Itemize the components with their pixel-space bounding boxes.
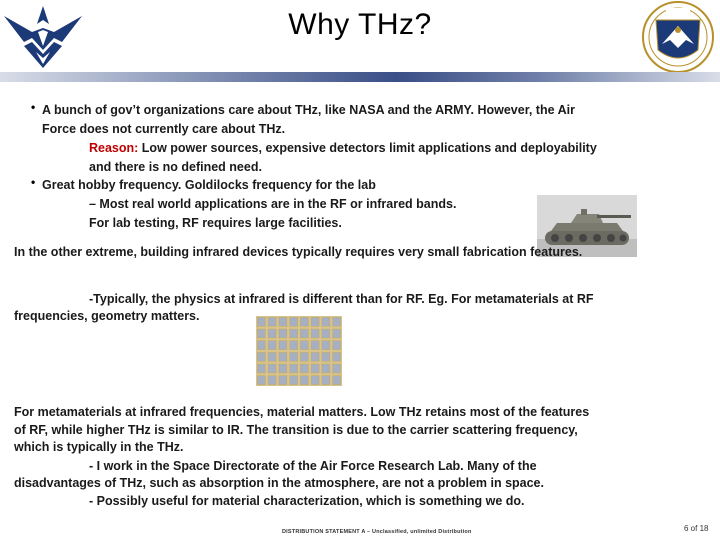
bullet-2-line-1: Great hobby frequency. Goldilocks frequency for the lab [42,178,376,192]
metamaterial-cell [300,352,308,361]
bullet-1-reason-line-2: and there is no defined need. [89,160,262,174]
metamaterial-cell [333,317,341,326]
metamaterial-cell [290,329,298,338]
metamaterial-cell [333,376,341,385]
bullet-dot: • [31,100,36,114]
metamaterial-cell [322,341,330,350]
metamaterial-cell [290,352,298,361]
metamaterial-cell [257,352,265,361]
metamaterial-cell [311,364,319,373]
slide-title: Why THz? [288,8,432,41]
bullet-1-line-1: A bunch of gov’t organizations care about THz, like NASA and the ARMY. However, the Air [42,103,575,117]
para-1-line-1: In the other extreme, building infrared devices typically requires very small fabrication features. [14,245,583,259]
afrl-seal-icon [640,0,716,74]
header-divider [0,72,720,82]
metamaterial-cell [311,341,319,350]
metamaterial-cell [333,364,341,373]
metamaterial-cell [322,329,330,338]
metamaterial-cell [322,352,330,361]
para-1-line-3: frequencies, geometry matters. [14,309,200,323]
metamaterial-cell [257,341,265,350]
metamaterial-cell [268,341,276,350]
metamaterial-cell [268,364,276,373]
metamaterial-cell [311,329,319,338]
para-2-line-1: For metamaterials at infrared frequencies, material matters. Low THz retains most of the features [14,405,590,419]
metamaterial-cell [268,352,276,361]
metamaterial-cell [279,341,287,350]
para-2-line-2: of RF, while higher THz is similar to IR. The transition is due to the carrier scattering frequency, [14,423,578,437]
bullet-dot: • [31,175,36,189]
metamaterial-cell [290,376,298,385]
para-1-line-2: -Typically, the physics at infrared is different than for RF. Eg. For metamaterials at RF [89,292,594,306]
air-force-logo-icon [2,2,84,72]
metamaterial-cell [311,317,319,326]
metamaterial-cell [311,352,319,361]
metamaterial-cell [268,329,276,338]
para-2-line-3: which is typically in the THz. [14,440,184,454]
distribution-statement: DISTRIBUTION STATEMENT A – Unclassified, unlimited Distribution [282,529,472,535]
para-2-line-6: - Possibly useful for material characterization, which is something we do. [89,494,525,508]
metamaterial-cell [268,317,276,326]
metamaterial-cell [279,376,287,385]
metamaterial-cell [311,376,319,385]
metamaterial-cell [279,329,287,338]
metamaterial-cell [322,376,330,385]
page-number: 6 of 18 [684,524,709,533]
metamaterial-cell [300,317,308,326]
metamaterial-cell [268,376,276,385]
metamaterial-cell [279,317,287,326]
reason-label: Reason: [89,141,139,155]
metamaterial-cell [279,364,287,373]
reason-text: Low power sources, expensive detectors limit applications and deployability [138,141,597,155]
metamaterial-cell [290,364,298,373]
metamaterial-cell [300,364,308,373]
metamaterial-cell [300,329,308,338]
bullet-2-sub-2: For lab testing, RF requires large facilities. [89,216,342,230]
metamaterial-cell [322,317,330,326]
bullet-2-sub-1: – Most real world applications are in the RF or infrared bands. [89,197,457,211]
metamaterial-cell [257,329,265,338]
metamaterial-grid-image [256,316,342,386]
metamaterial-cell [333,341,341,350]
metamaterial-cell [333,329,341,338]
metamaterial-cell [300,376,308,385]
metamaterial-cell [257,317,265,326]
metamaterial-cell [257,364,265,373]
metamaterial-cell [322,364,330,373]
metamaterial-cell [290,341,298,350]
bullet-1-line-2: Force does not currently care about THz. [42,122,286,136]
metamaterial-cell [279,352,287,361]
metamaterial-cell [300,341,308,350]
metamaterial-cell [257,376,265,385]
metamaterial-cell [290,317,298,326]
bullet-1-reason [89,139,597,159]
para-2-line-5: disadvantages of THz, such as absorption in the atmosphere, are not a problem in space. [14,476,544,490]
para-2-line-4: - I work in the Space Directorate of the Air Force Research Lab. Many of the [89,459,537,473]
metamaterial-cell [333,352,341,361]
